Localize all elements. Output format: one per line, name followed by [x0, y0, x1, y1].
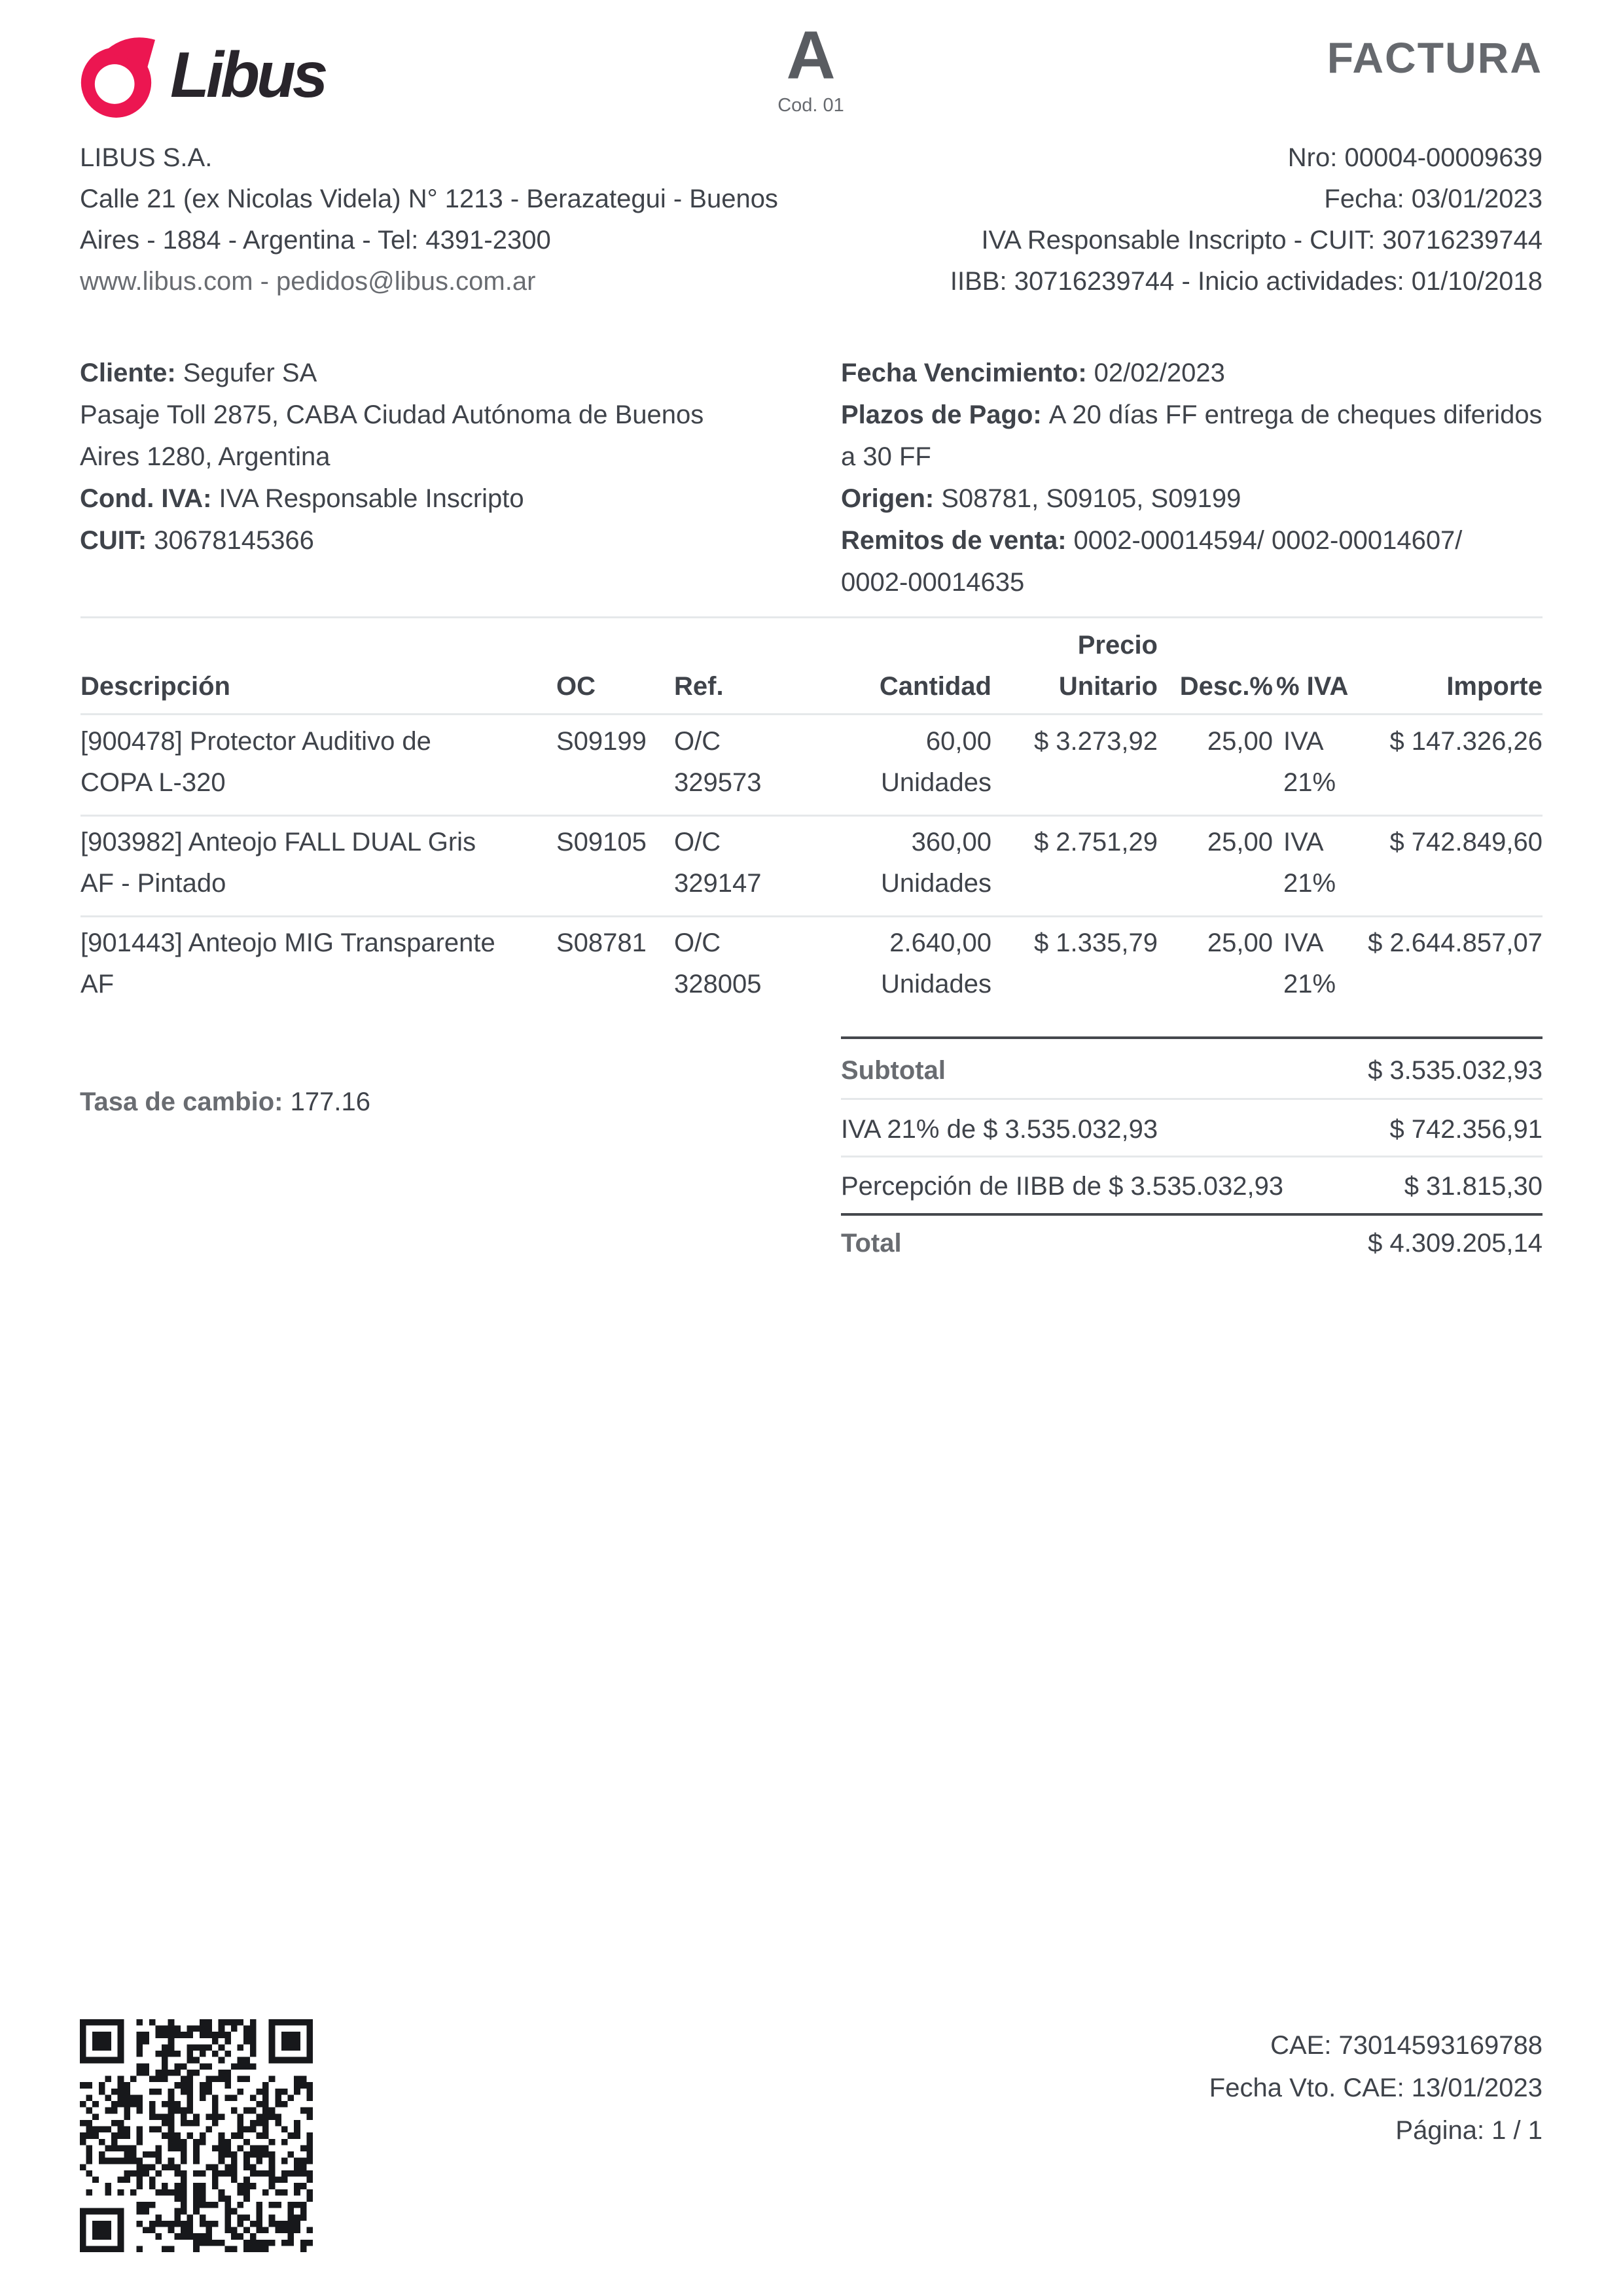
iva-row [841, 1115, 1543, 1144]
client-name-label: Cliente: [80, 359, 176, 387]
table-row-cont: COPA L-320 329573 Unidades 21% [80, 768, 1336, 797]
cell-desc-pct: 25,00 [1207, 828, 1273, 857]
client-iva-label: Cond. IVA: [80, 484, 212, 513]
cae-number: CAE: 73014593169788 [1270, 2031, 1543, 2060]
libus-logo-text: Libus [170, 39, 325, 111]
qr-code [80, 2019, 313, 2252]
origin-line [841, 478, 1544, 520]
table-header-row [80, 672, 1543, 713]
cell-importe: $ 742.849,60 [1389, 828, 1543, 857]
origin-value: S08781, S09105, S09199 [941, 484, 1241, 513]
cell-oc: S09199 [556, 727, 647, 756]
exchange-rate-value: 177.16 [290, 1087, 370, 1116]
seller-name: LIBUS S.A. [80, 143, 213, 172]
cell-oc: S08781 [556, 928, 647, 957]
iibb-row [841, 1172, 1543, 1201]
seller-info [80, 137, 778, 302]
remitos-label: Remitos de venta: [841, 526, 1067, 555]
cell-ref: O/C [674, 928, 721, 957]
footer-info [1209, 2024, 1543, 2152]
iibb-value: $ 31.815,30 [1404, 1172, 1543, 1201]
client-iva-value: IVA Responsable Inscripto [219, 484, 524, 513]
cell-descripcion: [903982] Anteojo FALL DUAL Gris [80, 828, 476, 857]
cell-cantidad: 2.640,00 [889, 928, 991, 957]
due-date-value: 02/02/2023 [1094, 359, 1225, 387]
origin-label: Origen: [841, 484, 935, 513]
exchange-rate-line [80, 1087, 370, 1117]
cell-precio: $ 1.335,79 [1033, 928, 1158, 957]
exchange-rate-label: Tasa de cambio: [80, 1087, 283, 1116]
seller-address-line2: Aires - 1884 - Argentina - Tel: 4391-2300 [80, 226, 551, 255]
total-label: Total [841, 1229, 902, 1258]
cell-ref: O/C [674, 828, 721, 857]
subtotal-label: Subtotal [841, 1056, 946, 1085]
remitos-line1: Remitos de venta: 0002-00014594/ 0002-00014607/ [841, 526, 1463, 555]
cell-importe: $ 2.644.857,07 [1368, 928, 1543, 957]
table-row-cont: AF - Pintado 329147 Unidades 21% [80, 869, 1336, 898]
client-address-line2: Aires 1280, Argentina [80, 442, 330, 471]
client-cuit-value: 30678145366 [154, 526, 314, 555]
header-cantidad: Cantidad [879, 672, 991, 701]
iibb-label: Percepción de IIBB de $ 3.535.032,93 [841, 1172, 1284, 1201]
cell-unidades: Unidades [880, 768, 991, 797]
payment-plazos-label: Plazos de Pago: [841, 400, 1042, 429]
table-row [80, 828, 1543, 869]
header-oc: OC [556, 672, 596, 701]
libus-logo-icon [80, 36, 157, 118]
due-date-label: Fecha Vencimiento: [841, 359, 1087, 387]
client-name-line [80, 352, 832, 394]
client-cuit-label: CUIT: [80, 526, 147, 555]
invoice-number: Nro: 00004-00009639 [1287, 143, 1543, 172]
cell-descripcion: [900478] Protector Auditivo de [80, 727, 431, 756]
total-top-border [841, 1213, 1543, 1216]
table-row [80, 727, 1543, 768]
invoice-type-box [758, 18, 863, 116]
total-row [841, 1229, 1543, 1258]
table-top-divider [80, 616, 1543, 618]
cell-iva: IVA [1283, 727, 1324, 756]
subtotal-value: $ 3.535.032,93 [1368, 1056, 1543, 1085]
cell-unidades: Unidades [880, 970, 991, 998]
seller-web: www.libus.com - pedidos@libus.com.ar [80, 267, 536, 296]
seller-iva-cuit: IVA Responsable Inscripto - CUIT: 30716239744 [981, 226, 1543, 255]
libus-logo [80, 36, 325, 118]
client-name-value: Segufer SA [183, 359, 317, 387]
table-row-cont: AF 328005 Unidades 21% [80, 970, 1336, 998]
total-value: $ 4.309.205,14 [1368, 1229, 1543, 1258]
invoice-type-code: Cod. 01 [777, 95, 844, 116]
header-precio-line2: Unitario [1058, 672, 1158, 701]
header-importe: Importe [1446, 672, 1543, 701]
page-indicator: Página: 1 / 1 [1395, 2116, 1543, 2145]
invoice-date: Fecha: 03/01/2023 [1324, 185, 1543, 213]
header-ref: Ref. [674, 672, 724, 701]
invoice-meta [950, 137, 1543, 302]
cell-iva: IVA [1283, 928, 1324, 957]
due-date-line [841, 352, 1544, 394]
cae-due-date: Fecha Vto. CAE: 13/01/2023 [1209, 2074, 1543, 2102]
client-info [80, 352, 832, 561]
cell-descripcion: [901443] Anteojo MIG Transparente [80, 928, 495, 957]
remitos-line2: 0002-00014635 [841, 568, 1025, 597]
header-descripcion: Descripción [80, 672, 230, 701]
payment-terms [841, 352, 1544, 603]
cell-desc-pct: 25,00 [1207, 928, 1273, 957]
cell-oc: S09105 [556, 828, 647, 857]
qr-code-box [80, 2019, 313, 2252]
document-title: FACTURA [1327, 33, 1543, 82]
table-row-divider [80, 815, 1543, 817]
cell-iva: IVA [1283, 828, 1324, 857]
invoice-type-letter: A [786, 18, 836, 94]
totals-divider [841, 1156, 1543, 1157]
totals-divider [841, 1098, 1543, 1100]
header-iva-pct: % IVA [1276, 672, 1349, 701]
totals-top-border [841, 1036, 1543, 1039]
cell-unidades: Unidades [880, 869, 991, 898]
seller-address-line1: Calle 21 (ex Nicolas Videla) N° 1213 - Berazategui - Buenos [80, 185, 778, 213]
items-table [80, 614, 1543, 1019]
cell-precio: $ 2.751,29 [1033, 828, 1158, 857]
table-header-divider [80, 713, 1543, 715]
header-desc-pct: Desc.% [1179, 672, 1273, 701]
iva-value: $ 742.356,91 [1389, 1115, 1543, 1144]
iva-label: IVA 21% de $ 3.535.032,93 [841, 1115, 1158, 1144]
cell-cantidad: 60,00 [925, 727, 991, 756]
totals-block [841, 1036, 1543, 1262]
header-precio-line1: Precio [1077, 631, 1158, 660]
client-iva-line [80, 478, 832, 520]
cell-importe: $ 147.326,26 [1389, 727, 1543, 756]
table-row-divider [80, 915, 1543, 917]
subtotal-row [841, 1056, 1543, 1086]
table-row [80, 928, 1543, 970]
client-cuit-line [80, 520, 832, 561]
table-header-precio-line [80, 631, 1543, 672]
client-address-line1: Pasaje Toll 2875, CABA Ciudad Autónoma de Buenos [80, 400, 704, 429]
cell-desc-pct: 25,00 [1207, 727, 1273, 756]
payment-plazos-line1: Plazos de Pago: A 20 días FF entrega de cheques diferidos [841, 400, 1543, 429]
seller-iibb: IIBB: 30716239744 - Inicio actividades: 01/10/2018 [950, 267, 1543, 296]
payment-plazos-line2: a 30 FF [841, 442, 931, 471]
cell-ref: O/C [674, 727, 721, 756]
cell-cantidad: 360,00 [911, 828, 991, 857]
cell-precio: $ 3.273,92 [1033, 727, 1158, 756]
